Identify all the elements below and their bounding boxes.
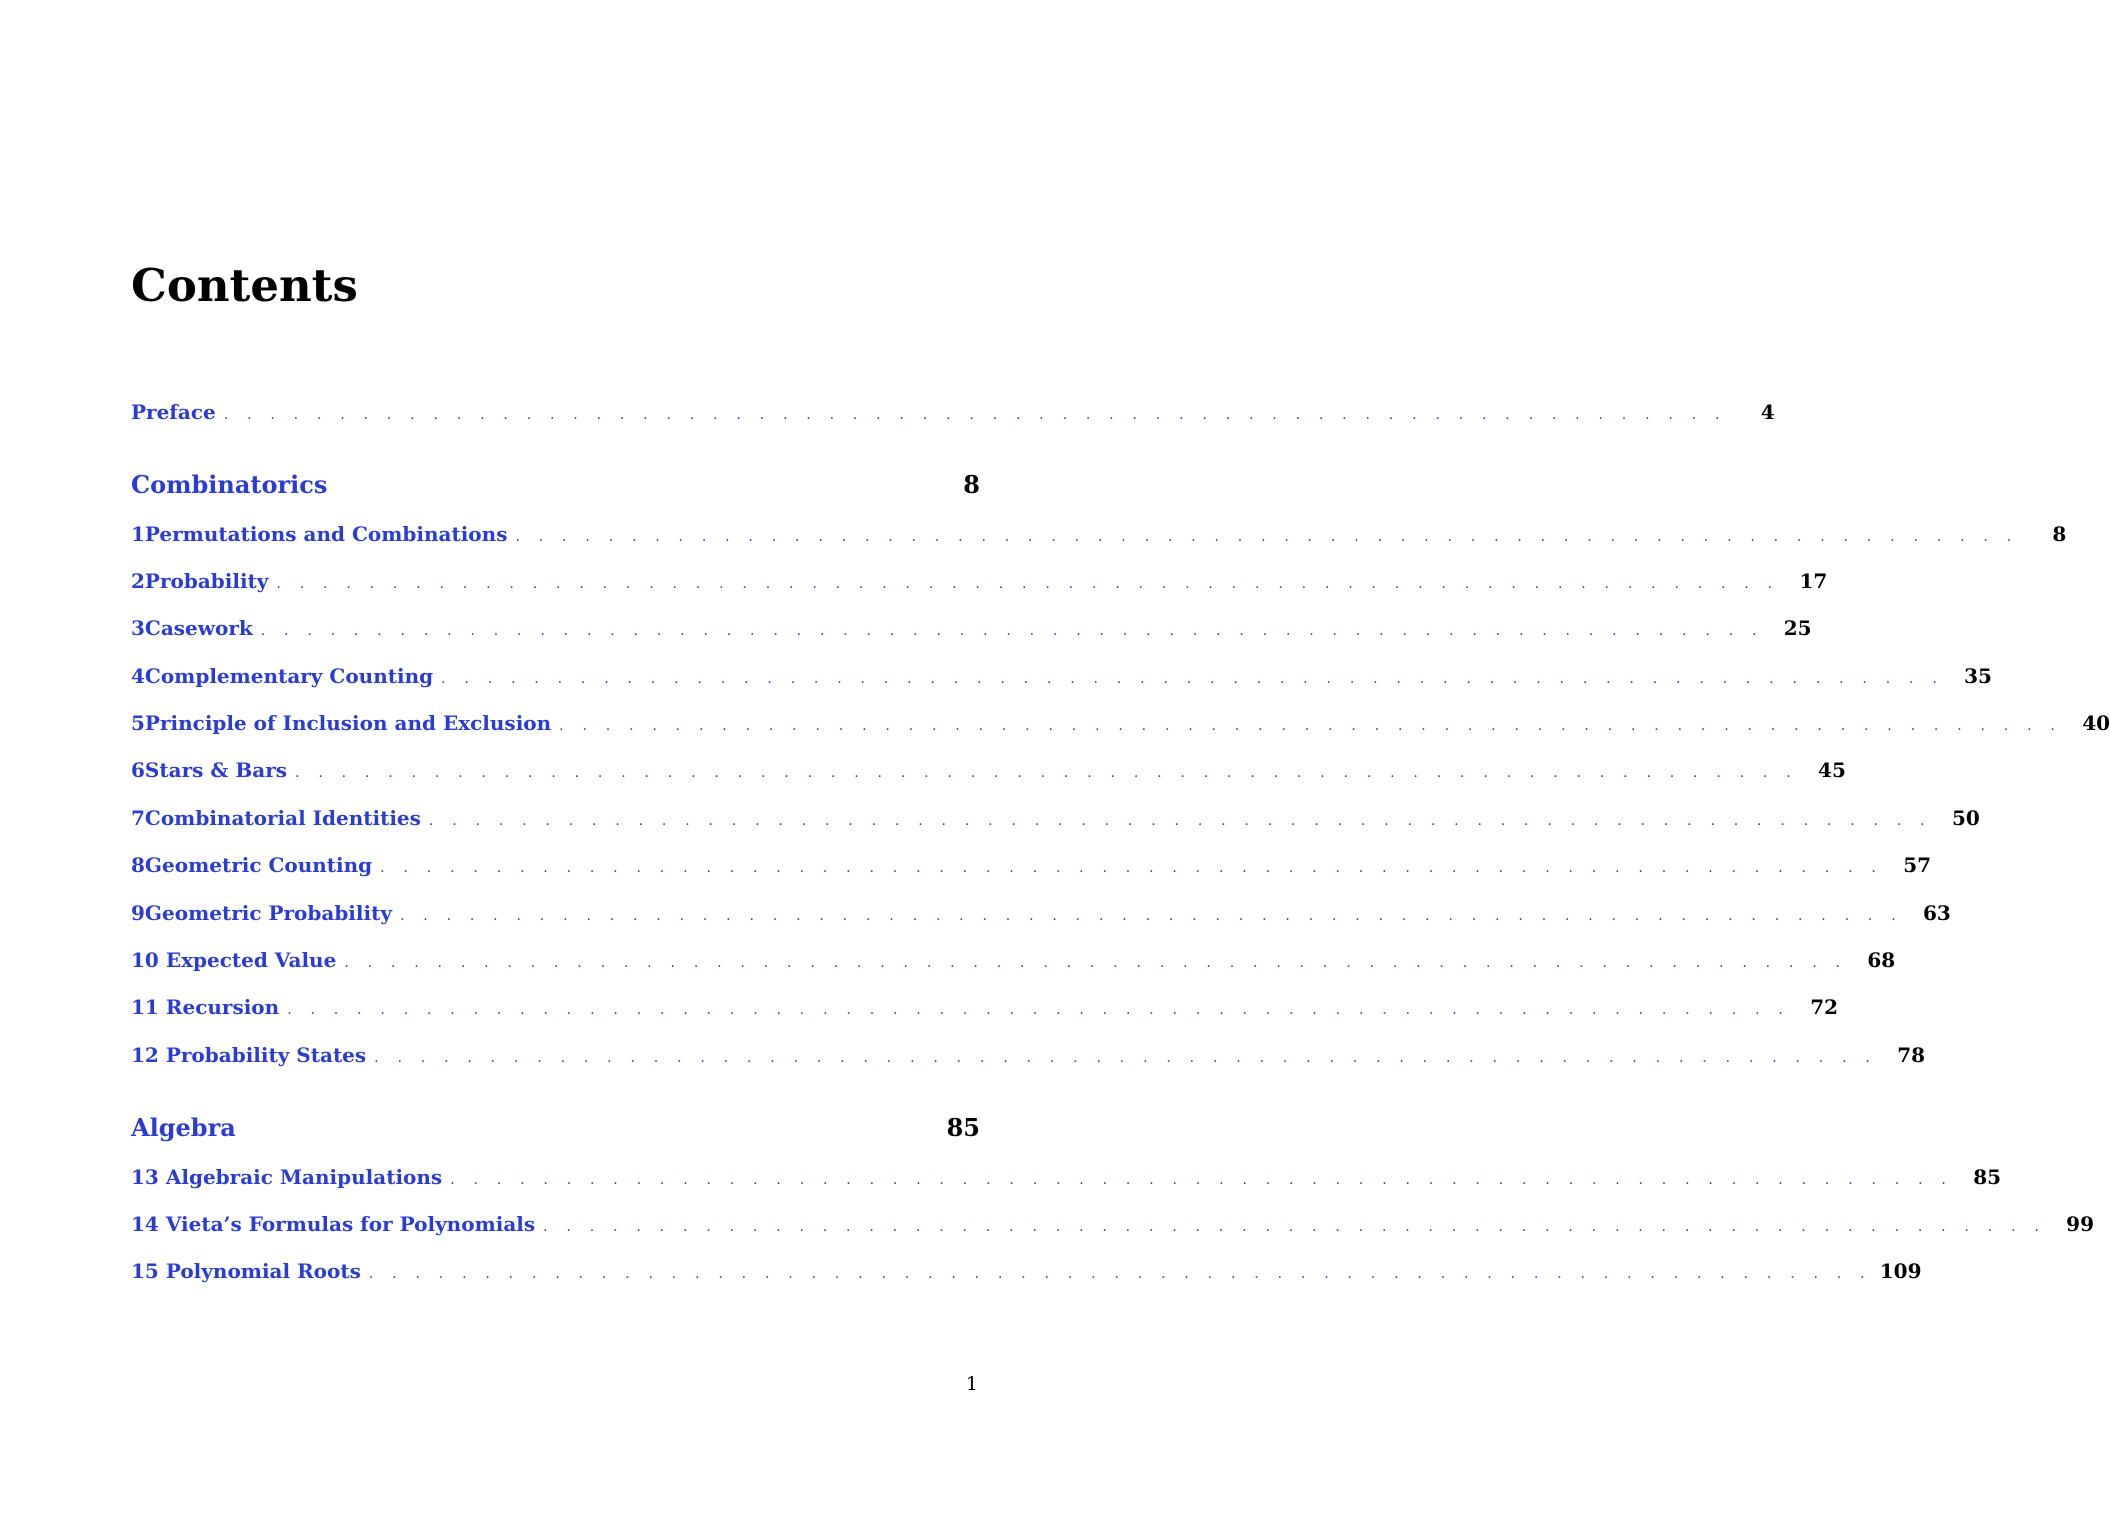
toc-page-number[interactable]: 8 [2052,522,2067,546]
chapter-number[interactable]: 13 [131,1165,159,1189]
chapter-number[interactable]: 14 [131,1212,159,1236]
toc-page-number[interactable]: 85 [946,1113,980,1142]
dot-leader: . . . . . . . . . . . . . . . . . . . . . . . . . . . . . . . . . . . . . . . . . . . . . . . . . . . . . . . . . . . . . . . . . [223,407,1727,423]
chapter-title[interactable]: Algebraic Manipulations [165,1165,443,1189]
dot-leader: . . . . . . . . . . . . . . . . . . . . . . . . . . . . . . . . . . . . . . . . . . . . . . . . . . . . . . . . . . . . . . . . . [374,1050,1878,1066]
toc-page-number[interactable]: 68 [1867,948,1896,972]
chapter-title[interactable]: Complementary Counting [144,664,434,688]
toc-part-title[interactable]: Algebra [131,1113,236,1142]
toc-entry-chapter-7[interactable] [131,803,1980,833]
chapter-title[interactable]: Casework [144,616,253,640]
toc-page-number[interactable]: 40 [2082,711,2110,735]
toc-page-number[interactable]: 78 [1897,1043,1926,1067]
toc-entry-chapter-6[interactable] [131,755,1846,785]
chapter-title[interactable]: Stars & Bars [144,758,288,782]
toc-page-number[interactable]: 50 [1951,806,1980,830]
toc-page-number[interactable]: 25 [1783,616,1812,640]
toc-entry-chapter-5[interactable] [131,708,2110,738]
chapter-number[interactable]: 5 [131,711,145,735]
toc-entry-title[interactable]: Preface [131,400,216,424]
chapter-title[interactable]: Polynomial Roots [165,1259,361,1283]
dot-leader: . . . . . . . . . . . . . . . . . . . . . . . . . . . . . . . . . . . . . . . . . . . . . . . . . . . . . . . . . . . . . . . . . [368,1266,1872,1282]
toc-entry-chapter-15[interactable] [131,1256,1922,1286]
chapter-title[interactable]: Geometric Counting [144,853,373,877]
dot-leader: . . . . . . . . . . . . . . . . . . . . . . . . . . . . . . . . . . . . . . . . . . . . . . . . . . . . . . . . . . . . . . . . . [276,576,1780,592]
toc-entry-chapter-11[interactable] [131,992,1839,1022]
toc-entry-chapter-2[interactable] [131,566,1828,596]
toc-page-number[interactable]: 109 [1879,1259,1922,1283]
dot-leader: . . . . . . . . . . . . . . . . . . . . . . . . . . . . . . . . . . . . . . . . . . . . . . . . . . . . . . . . . . . . . . . . . [559,718,2063,734]
dot-leader: . . . . . . . . . . . . . . . . . . . . . . . . . . . . . . . . . . . . . . . . . . . . . . . . . . . . . . . . . . . . . . . . . [428,813,1932,829]
chapter-title[interactable]: Expected Value [165,948,337,972]
chapter-title[interactable]: Permutations and Combinations [144,522,508,546]
toc-entry-chapter-4[interactable] [131,661,1992,691]
chapter-title[interactable]: Geometric Probability [144,901,392,925]
chapter-number[interactable]: 15 [131,1259,159,1283]
chapter-title[interactable]: Combinatorial Identities [144,806,421,830]
chapter-number[interactable]: 8 [131,853,145,877]
toc-page-number[interactable]: 17 [1799,569,1828,593]
chapter-number[interactable]: 1 [131,522,145,546]
toc-part-title[interactable]: Combinatorics [131,470,328,499]
dot-leader: . . . . . . . . . . . . . . . . . . . . . . . . . . . . . . . . . . . . . . . . . . . . . . . . . . . . . . . . . . . . . . . . . [441,671,1944,687]
toc-entry-chapter-12[interactable] [131,1040,1926,1070]
chapter-number[interactable]: 6 [131,758,145,782]
toc-page-number[interactable]: 85 [1973,1165,2002,1189]
chapter-number[interactable]: 12 [131,1043,159,1067]
chapter-number[interactable]: 2 [131,569,145,593]
toc-page-number[interactable]: 8 [963,470,980,499]
toc-entry-chapter-3[interactable] [131,613,1812,643]
toc-entry-preface[interactable] [131,397,1775,427]
toc-entry-chapter-1[interactable] [131,519,2067,549]
dot-leader: . . . . . . . . . . . . . . . . . . . . . . . . . . . . . . . . . . . . . . . . . . . . . . . . . . . . . . . . . . . . . . . . . [380,860,1884,876]
page-number-footer: 1 [965,1373,978,1395]
toc-entry-chapter-14[interactable] [131,1209,2095,1239]
toc-page-number[interactable]: 63 [1923,901,1951,925]
toc-entry-chapter-9[interactable] [131,898,1951,928]
chapter-number[interactable]: 3 [131,616,145,640]
dot-leader: . . . . . . . . . . . . . . . . . . . . . . . . . . . . . . . . . . . . . . . . . . . . . . . . . . . . . . . . . . . . . . . . . [287,1002,1791,1018]
chapter-number[interactable]: 9 [131,901,145,925]
toc-page-number[interactable]: 57 [1903,853,1932,877]
chapter-number[interactable]: 11 [131,995,159,1019]
dot-leader: . . . . . . . . . . . . . . . . . . . . . . . . . . . . . . . . . . . . . . . . . . . . . . . . . . . . . . . . . . . . . . . . . [344,955,1848,971]
chapter-number[interactable]: 7 [131,806,145,830]
chapter-title[interactable]: Principle of Inclusion and Exclusion [144,711,552,735]
toc-page-number[interactable]: 35 [1964,664,1992,688]
toc-entry-chapter-10[interactable] [131,945,1896,975]
toc-page-number[interactable]: 72 [1810,995,1839,1019]
dot-leader: . . . . . . . . . . . . . . . . . . . . . . . . . . . . . . . . . . . . . . . . . . . . . . . . . . . . . . . . . . . . . . . . . [399,908,1903,924]
page-title: Contents [131,259,358,312]
dot-leader: . . . . . . . . . . . . . . . . . . . . . . . . . . . . . . . . . . . . . . . . . . . . . . . . . . . . . . . . . . . . . . . . . [260,623,1764,639]
toc-entry-chapter-8[interactable] [131,850,1932,880]
toc-entry-chapter-13[interactable] [131,1162,2002,1192]
chapter-number[interactable]: 4 [131,664,145,688]
chapter-title[interactable]: Vieta’s Formulas for Polynomials [165,1212,536,1236]
toc-page-number[interactable]: 4 [1760,400,1775,424]
toc-page-number[interactable]: 99 [2066,1212,2095,1236]
toc-part-combinatorics[interactable] [131,468,980,502]
toc-part-algebra[interactable] [131,1111,980,1145]
dot-leader: . . . . . . . . . . . . . . . . . . . . . . . . . . . . . . . . . . . . . . . . . . . . . . . . . . . . . . . . . . . . . . . . . [515,529,2019,545]
chapter-title[interactable]: Probability [144,569,269,593]
toc-page-number[interactable]: 45 [1818,758,1846,782]
chapter-number[interactable]: 10 [131,948,159,972]
dot-leader: . . . . . . . . . . . . . . . . . . . . . . . . . . . . . . . . . . . . . . . . . . . . . . . . . . . . . . . . . . . . . . . . . [450,1172,1954,1188]
chapter-title[interactable]: Probability States [165,1043,367,1067]
chapter-title[interactable]: Recursion [165,995,280,1019]
dot-leader: . . . . . . . . . . . . . . . . . . . . . . . . . . . . . . . . . . . . . . . . . . . . . . . . . . . . . . . . . . . . . . . . . [295,765,1798,781]
dot-leader: . . . . . . . . . . . . . . . . . . . . . . . . . . . . . . . . . . . . . . . . . . . . . . . . . . . . . . . . . . . . . . . . . [543,1219,2047,1235]
